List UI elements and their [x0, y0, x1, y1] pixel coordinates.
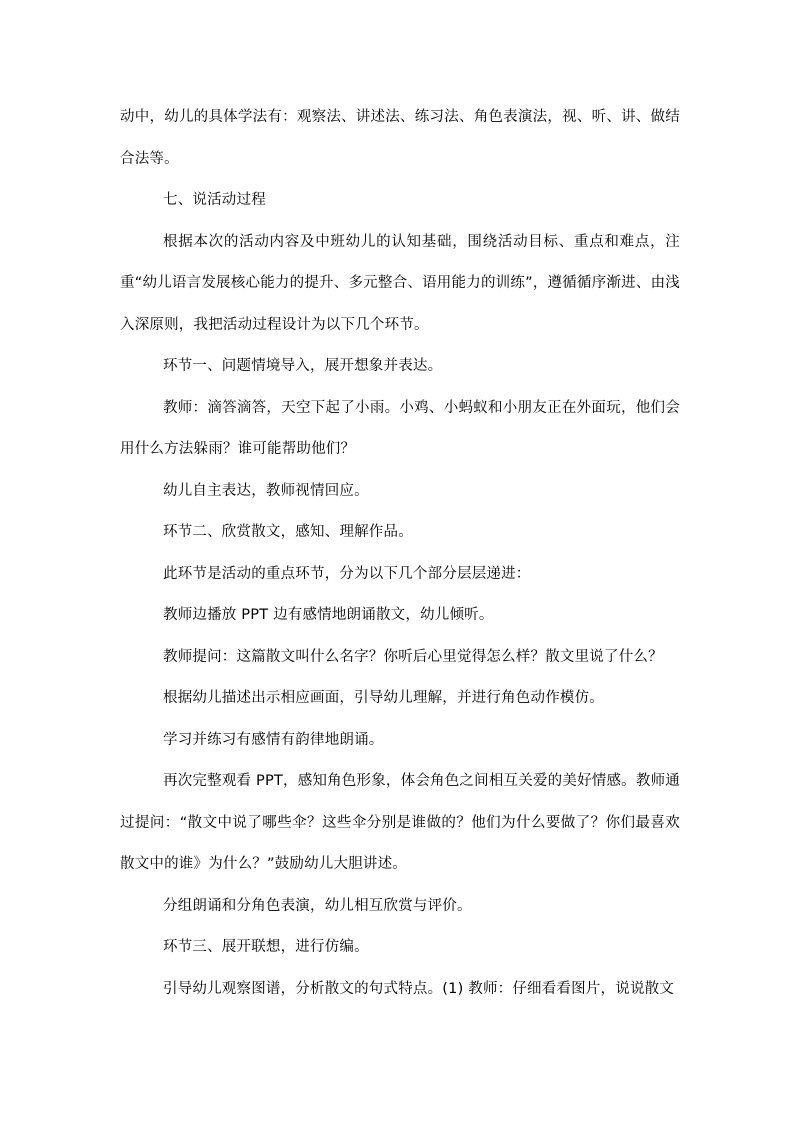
- paragraph: 再次完整观看 PPT，感知角色形象，体会角色之间相互关爱的美好情感。教师通过提问：“散文中说了哪些伞？这些伞分别是谁做的？他们为什么要做了？你们最喜欢散文中的谁》为什么？”鼓励幼儿大胆讲述。: [120, 773, 680, 872]
- paragraph: 分组朗诵和分角色表演，幼儿相互欣赏与评价。: [163, 897, 472, 914]
- paragraph: 此环节是活动的重点环节，分为以下几个部分层层递进：: [163, 565, 531, 582]
- stage-heading-one: 环节一、问题情境导入，展开想象并表达。: [163, 358, 443, 374]
- paragraph: 教师边播放 PPT 边有感情地朗诵散文，幼儿倾听。: [163, 607, 494, 623]
- section-heading-activity-process: 七、说活动过程: [163, 192, 266, 208]
- stage-heading-two: 环节二、欣赏散文，感知、理解作品。: [163, 524, 413, 540]
- document-body: [120, 97, 680, 1010]
- paragraph: 根据幼儿描述出示相应画面，引导幼儿理解，并进行角色动作模仿。: [163, 690, 604, 706]
- paragraph: 学习并练习有感情有韵律地朗诵。: [163, 731, 384, 748]
- paragraph: 引导幼儿观察图谱，分析散文的句式特点。(1) 教师：仔细看看图片，说说散文: [163, 980, 675, 997]
- paragraph: 根据本次的活动内容及中班幼儿的认知基础，围绕活动目标、重点和难点，注重“幼儿语言发展核心能力的提升、多元整合、语用能力的训练”，遵循循序渐进、由浅入深原则，我把活动过程设计为以下几个环节。: [120, 233, 680, 333]
- paragraph: 教师：滴答滴答，天空下起了小雨。小鸡、小蚂蚁和小朋友正在外面玩，他们会用什么方法躲雨？谁可能帮助他们？: [120, 399, 680, 457]
- paragraph: 动中，幼儿的具体学法有：观察法、讲述法、练习法、角色表演法，视、听、讲、做结合法等。: [120, 109, 680, 167]
- paragraph: 教师提问：这篇散文叫什么名字？你听后心里觉得怎么样？散文里说了什么？: [163, 648, 663, 665]
- stage-heading-three: 环节三、展开联想，进行仿编。: [163, 939, 369, 955]
- paragraph: 幼儿自主表达，教师视情回应。: [163, 482, 369, 499]
